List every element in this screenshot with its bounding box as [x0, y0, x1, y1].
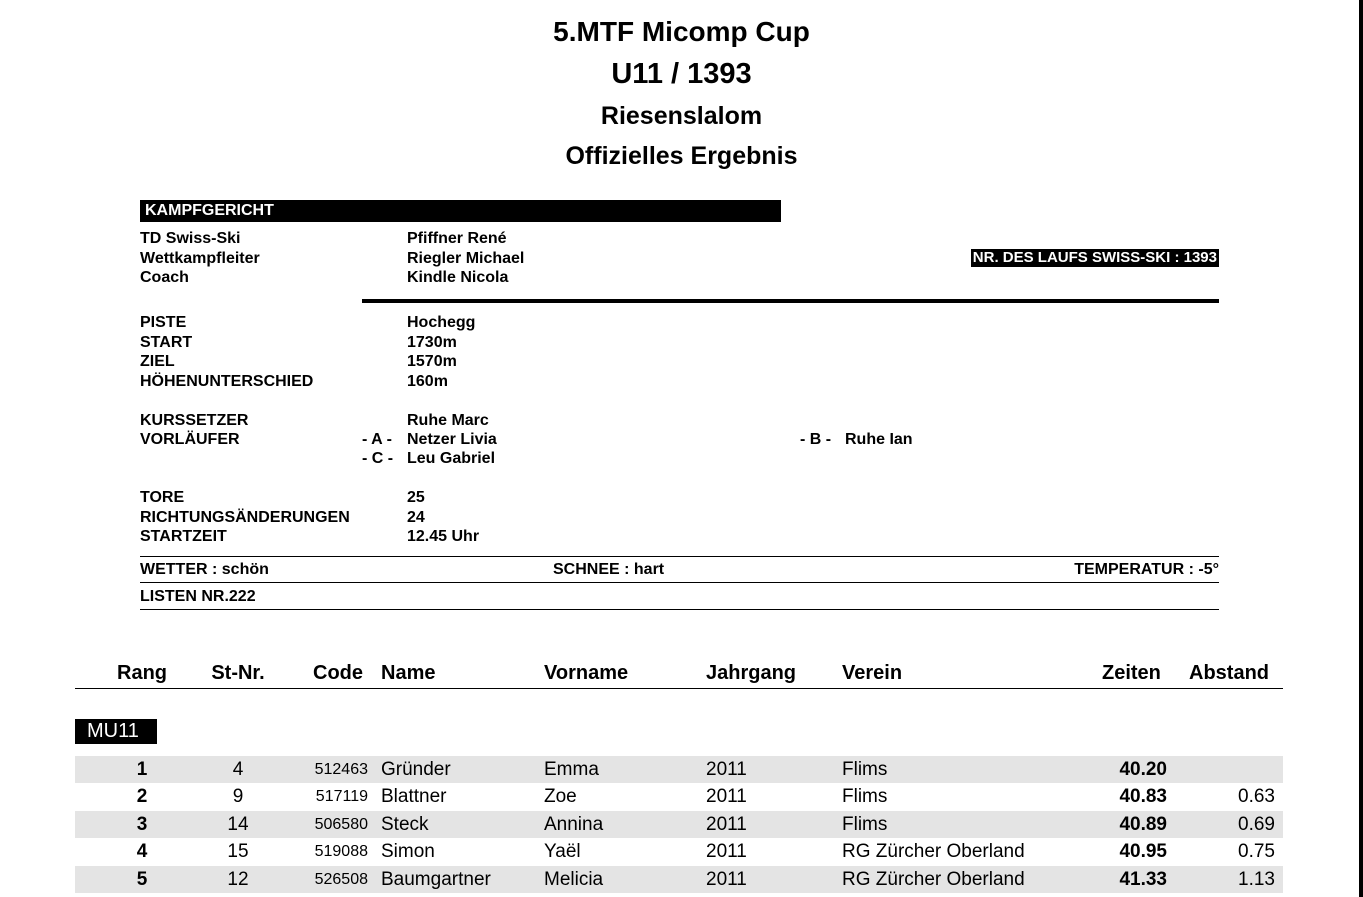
cell-verein: RG Zürcher Oberland: [842, 841, 1025, 862]
course-value-hoehe: 160m: [407, 373, 448, 390]
cell-name: Steck: [381, 814, 429, 835]
cell-name: Gründer: [381, 759, 451, 780]
table-row: [75, 811, 1283, 838]
wetter-text: WETTER : schön: [140, 561, 269, 578]
cell-code: 526508: [314, 871, 368, 888]
gates-value-startzeit: 12.45 Uhr: [407, 528, 480, 545]
course-label-hoehe: HÖHENUNTERSCHIED: [140, 373, 314, 390]
cell-rang: 2: [136, 786, 148, 807]
cell-code: 519088: [314, 843, 368, 860]
category-badge: MU11: [75, 719, 157, 744]
cell-jahrgang: 2011: [706, 814, 747, 835]
vorlaeufer-a-name: Netzer Livia: [407, 431, 497, 448]
conditions-mid-divider: [140, 582, 1219, 583]
col-header-verein: Verein: [842, 662, 903, 684]
conditions-bottom-divider: [140, 609, 1219, 610]
gates-value-tore: 25: [407, 489, 425, 506]
cell-code: 512463: [314, 761, 368, 778]
cell-abstand: 1.13: [1238, 869, 1275, 890]
cell-zeit: 40.83: [1119, 786, 1167, 807]
course-value-piste: Hochegg: [407, 314, 476, 331]
section-divider-thick: [362, 299, 1219, 303]
cell-jahrgang: 2011: [706, 786, 747, 807]
course-label-piste: PISTE: [140, 314, 187, 331]
cell-stnr: 15: [227, 841, 249, 862]
col-header-stnr: St-Nr.: [211, 662, 265, 684]
table-row: [75, 756, 1283, 783]
cell-vorname: Annina: [544, 814, 604, 835]
cell-name: Baumgartner: [381, 869, 491, 890]
vorlaeufer-b-name: Ruhe Ian: [845, 431, 913, 448]
cell-verein: Flims: [842, 814, 888, 835]
col-header-name: Name: [381, 662, 436, 684]
course-value-start: 1730m: [407, 334, 457, 351]
schnee-text: SCHNEE : hart: [553, 561, 665, 578]
cell-verein: Flims: [842, 786, 888, 807]
liste-text: LISTEN NR.222: [140, 588, 256, 605]
jury-heading: KAMPFGERICHT: [140, 200, 781, 222]
cell-abstand: 0.63: [1238, 786, 1275, 807]
vorlaeufer-c-prefix: - C -: [362, 450, 394, 467]
jury-label-coach: Coach: [140, 269, 189, 286]
cell-jahrgang: 2011: [706, 841, 747, 862]
page-edge-bar: [1359, 0, 1363, 897]
cell-abstand: 0.69: [1238, 814, 1275, 835]
kurssetzer-label: KURSSETZER: [140, 412, 249, 429]
vorlaeufer-b-prefix: - B -: [800, 431, 832, 448]
cell-stnr: 4: [232, 759, 244, 780]
category-code-title: U11 / 1393: [611, 58, 752, 90]
kurssetzer-value: Ruhe Marc: [407, 412, 489, 429]
race-number-badge: NR. DES LAUFS SWISS-SKI : 1393: [972, 249, 1217, 266]
table-header-divider: [75, 688, 1283, 689]
cell-verein: Flims: [842, 759, 888, 780]
vorlaeufer-c-name: Leu Gabriel: [407, 450, 496, 467]
jury-value-wettkampfleiter: Riegler Michael: [407, 250, 525, 267]
col-header-jahrgang: Jahrgang: [706, 662, 797, 684]
cell-zeit: 40.95: [1119, 841, 1167, 862]
cell-jahrgang: 2011: [706, 759, 747, 780]
discipline-title: Riesenslalom: [600, 102, 763, 130]
col-header-abstand: Abstand: [1189, 662, 1269, 684]
vorlaeufer-a-prefix: - A -: [362, 431, 392, 448]
course-value-ziel: 1570m: [407, 353, 457, 370]
cell-name: Simon: [381, 841, 435, 862]
conditions-top-divider: [140, 556, 1219, 557]
gates-value-richtung: 24: [407, 509, 425, 526]
cell-vorname: Zoe: [544, 786, 577, 807]
gates-label-richtung: RICHTUNGSÄNDERUNGEN: [140, 509, 350, 526]
cell-name: Blattner: [381, 786, 447, 807]
cell-stnr: 12: [227, 869, 249, 890]
cell-zeit: 40.20: [1119, 759, 1167, 780]
cell-rang: 5: [136, 869, 148, 890]
cell-code: 506580: [314, 816, 368, 833]
cell-rang: 4: [136, 841, 148, 862]
event-title: 5.MTF Micomp Cup: [553, 16, 810, 47]
jury-value-coach: Kindle Nicola: [407, 269, 509, 286]
course-label-start: START: [140, 334, 193, 351]
vorlaeufer-label: VORLÄUFER: [140, 431, 240, 448]
table-row: [75, 866, 1283, 893]
cell-vorname: Melicia: [544, 869, 604, 890]
cell-vorname: Yaël: [544, 841, 581, 862]
jury-label-td: TD Swiss-Ski: [140, 230, 241, 247]
gates-label-tore: TORE: [140, 489, 185, 506]
cell-abstand: 0.75: [1238, 841, 1275, 862]
cell-verein: RG Zürcher Oberland: [842, 869, 1025, 890]
cell-rang: 3: [136, 814, 148, 835]
col-header-rang: Rang: [117, 662, 167, 684]
table-row: [75, 838, 1283, 865]
col-header-zeiten: Zeiten: [1102, 662, 1161, 684]
gates-label-startzeit: STARTZEIT: [140, 528, 227, 545]
table-row: [75, 783, 1283, 810]
cell-code: 517119: [315, 788, 368, 805]
col-header-vorname: Vorname: [544, 662, 629, 684]
cell-zeit: 40.89: [1119, 814, 1167, 835]
jury-label-wettkampfleiter: Wettkampfleiter: [140, 250, 260, 267]
cell-zeit: 41.33: [1119, 869, 1167, 890]
cell-stnr: 9: [232, 786, 244, 807]
cell-jahrgang: 2011: [706, 869, 747, 890]
jury-value-td: Pfiffner René: [407, 230, 507, 247]
course-label-ziel: ZIEL: [140, 353, 175, 370]
temperatur-text: TEMPERATUR : -5°: [1074, 561, 1219, 578]
col-header-code: Code: [313, 662, 363, 684]
cell-stnr: 14: [227, 814, 249, 835]
cell-rang: 1: [136, 759, 148, 780]
cell-vorname: Emma: [544, 759, 599, 780]
result-type-title: Offizielles Ergebnis: [565, 142, 798, 170]
